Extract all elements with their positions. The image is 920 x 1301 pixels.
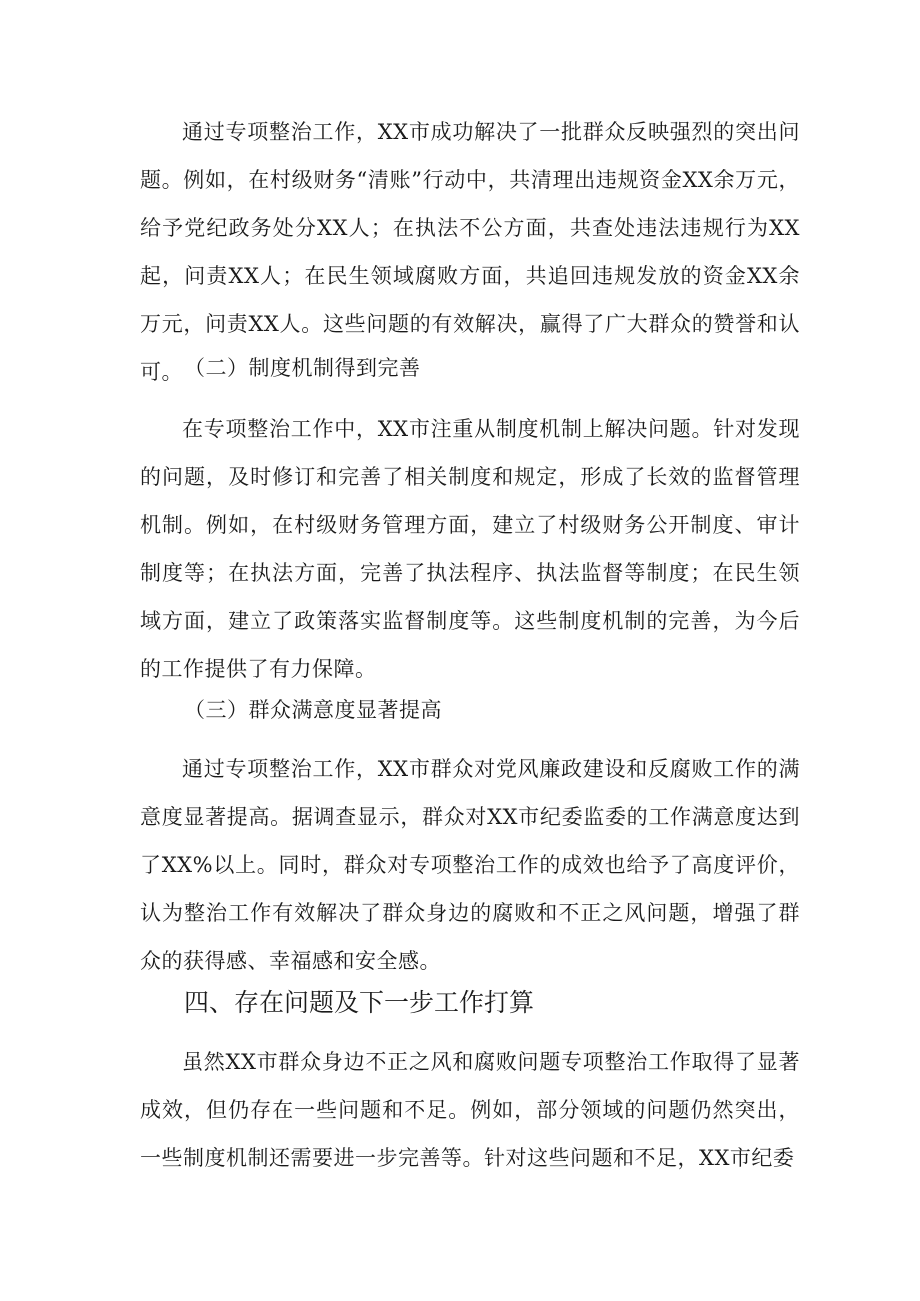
- paragraph-institutional-mechanisms: 在专项整治工作中，XX市注重从制度机制上解决问题。针对发现的问题，及时修订和完善了相关制度和规定，形成了长效的监督管理机制。例如，在村级财务管理方面，建立了村级财务公开制度、审计制度等；在执法方面，完善了执法程序、执法监督等制度；在民生领域方面，建立了政策落实监督制度等。这些制度机制的完善，为今后的工作提供了有力保障。: [140, 417, 800, 681]
- paragraph-problems-solved: 通过专项整治工作，XX市成功解决了一批群众反映强烈的突出问题。例如，在村级财务“清账”行动中，共清理出违规资金XX余万元，给予党纪政务处分XX人；在执法不公方面，共查处违法违规行为XX起，问责XX人；在民生领域腐败方面，共追回违规发放的资金XX余万元，问责XX人。这些问题的有效解决，赢得了广大群众的赞誉和认可。: [140, 120, 800, 384]
- subheading-institutional-mechanisms: （二）制度机制得到完善: [184, 356, 421, 380]
- section-heading-issues-and-plans: 四、存在问题及下一步工作打算: [184, 988, 535, 1017]
- paragraph-issues-and-plans: 虽然XX市群众身边不正之风和腐败问题专项整治工作取得了显著成效，但仍存在一些问题和不足。例如，部分领域的问题仍然突出，一些制度机制还需要进一步完善等。针对这些问题和不足，XX市纪委: [140, 1050, 800, 1170]
- subheading-public-satisfaction: （三）群众满意度显著提高: [184, 698, 442, 722]
- paragraph-public-satisfaction: 通过专项整治工作，XX市群众对党风廉政建设和反腐败工作的满意度显著提高。据调查显示，群众对XX市纪委监委的工作满意度达到了XX%以上。同时，群众对专项整治工作的成效也给予了高度评价，认为整治工作有效解决了群众身边的腐败和不正之风问题，增强了群众的获得感、幸福感和安全感。: [140, 757, 800, 973]
